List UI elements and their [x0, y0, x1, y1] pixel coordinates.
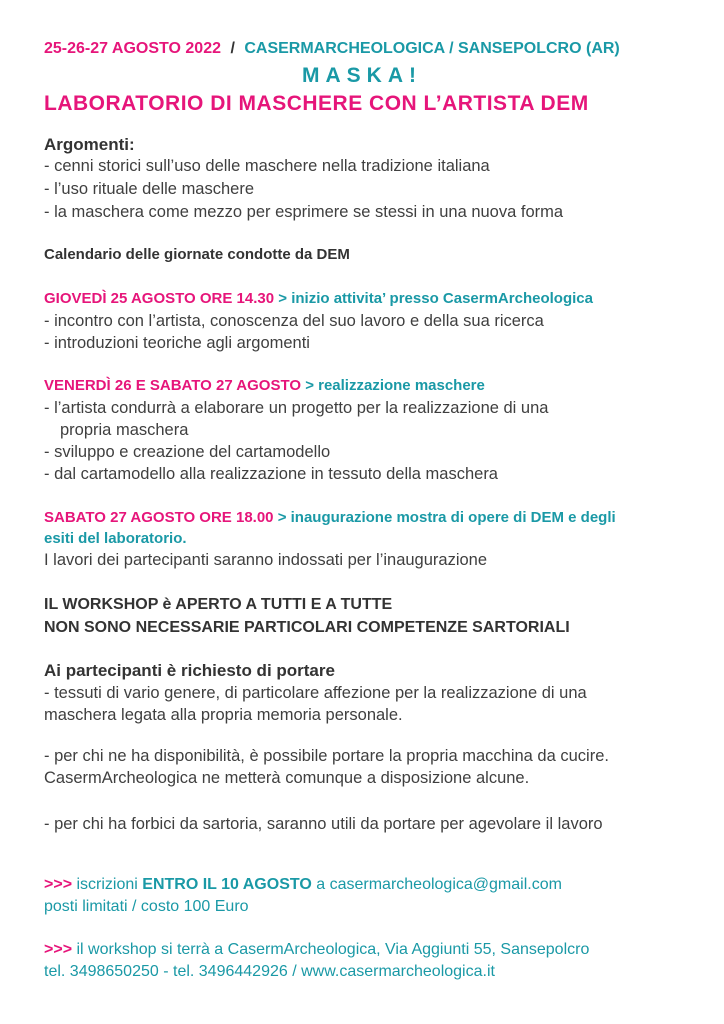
day3-date: SABATO 27 AGOSTO ORE 18.00	[44, 509, 274, 526]
bring-text: - per chi ha forbici da sartoria, saranno utili da portare per agevolare il lavoro	[44, 815, 603, 833]
event-dates: 25-26-27 AGOSTO 2022	[44, 40, 221, 57]
calendar-heading: Calendario delle giornate condotte da DEM	[44, 246, 350, 263]
bring-text: - tessuti di vario genere, di particolare affezione per la realizzazione di una	[44, 684, 587, 702]
day2-header	[44, 377, 485, 394]
bring-text: - per chi ne ha disponibilità, è possibile portare la propria macchina da cucire.	[44, 747, 609, 765]
event-title: MASKA!	[302, 64, 422, 87]
day1-item: - introduzioni teoriche agli argomenti	[44, 334, 310, 352]
day2-activity: > realizzazione maschere	[305, 377, 485, 394]
event-place: CASERMARCHEOLOGICA / SANSEPOLCRO (AR)	[244, 40, 620, 57]
header-line	[44, 40, 620, 58]
header-separator: /	[230, 40, 235, 57]
workshop-open: IL WORKSHOP è APERTO A TUTTI E A TUTTE	[44, 596, 393, 613]
bring-text: CasermArcheologica ne metterà comunque a disposizione alcune.	[44, 769, 530, 787]
topic-item: - cenni storici sull’uso delle maschere nella tradizione italiana	[44, 157, 490, 175]
topic-item: - la maschera come mezzo per esprimere se stessi in una nuova forma	[44, 203, 564, 221]
day3-activity-cont: esiti del laboratorio.	[44, 530, 187, 547]
day1-activity: > inizio attivita’ presso CasermArcheologica	[278, 290, 593, 307]
location-text: il workshop si terrà a CasermArcheologica, Via Aggiunti 55, Sansepolcro	[76, 941, 590, 958]
day2-item: - l’artista condurrà a elaborare un progetto per la realizzazione di una	[44, 399, 549, 417]
registration-line	[44, 876, 562, 894]
contacts-line[interactable]: tel. 3498650250 - tel. 3496442926 / www.casermarcheologica.it	[44, 963, 495, 980]
topics-heading: Argomenti:	[44, 135, 135, 154]
bring-text: maschera legata alla propria memoria personale.	[44, 706, 403, 724]
event-subtitle: LABORATORIO DI MASCHERE CON L’ARTISTA DEM	[44, 92, 589, 115]
registration-email[interactable]: a casermarcheologica@gmail.com	[316, 876, 562, 893]
day2-item: - dal cartamodello alla realizzazione in tessuto della maschera	[44, 465, 498, 483]
day3-note: I lavori dei partecipanti saranno indossati per l’inaugurazione	[44, 551, 488, 569]
day1-date: GIOVEDÌ 25 AGOSTO ORE 14.30	[44, 290, 275, 307]
day2-item: propria maschera	[60, 421, 189, 439]
day2-item: - sviluppo e creazione del cartamodello	[44, 443, 331, 461]
day3-activity: > inaugurazione mostra di opere di DEM e degli	[277, 509, 616, 526]
arrows-icon: >>>	[44, 876, 73, 893]
day1-header	[44, 290, 593, 307]
topic-item: - l’uso rituale delle maschere	[44, 180, 255, 198]
day3-header	[44, 509, 616, 526]
registration-text: iscrizioni	[76, 876, 138, 893]
location-line	[44, 941, 589, 959]
registration-deadline: ENTRO IL 10 AGOSTO	[142, 876, 312, 893]
day2-date: VENERDÌ 26 E SABATO 27 AGOSTO	[44, 377, 302, 394]
day1-item: - incontro con l’artista, conoscenza del suo lavoro e della sua ricerca	[44, 312, 544, 330]
registration-cost: posti limitati / costo 100 Euro	[44, 898, 249, 915]
arrows-icon: >>>	[44, 941, 73, 958]
bring-heading: Ai partecipanti è richiesto di portare	[44, 661, 335, 680]
workshop-skills: NON SONO NECESSARIE PARTICOLARI COMPETENZE SARTORIALI	[44, 619, 570, 636]
